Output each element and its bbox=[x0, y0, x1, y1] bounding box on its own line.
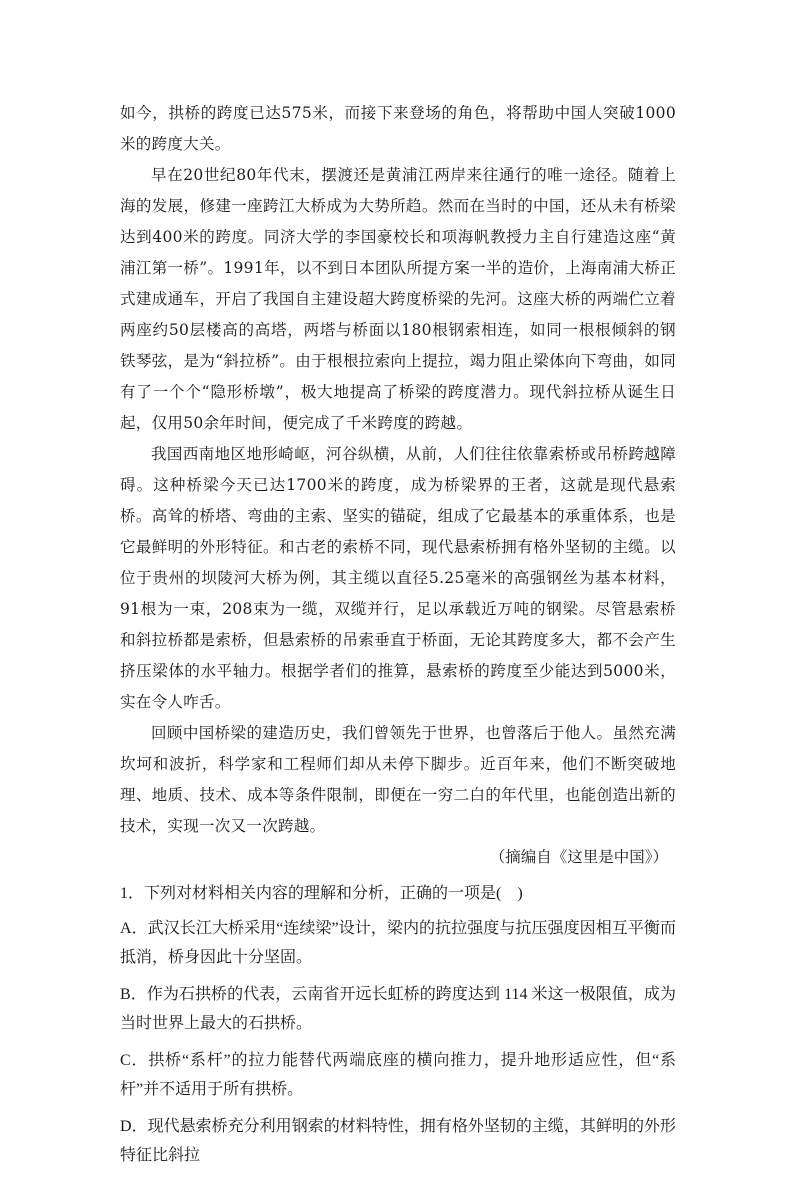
answer-option-c: C．拱桥“系杆”的拉力能替代两端底座的横向推力，提升地形适应性，但“系杆”并不适用于所有拱桥。 bbox=[120, 1052, 676, 1098]
reading-passage bbox=[120, 98, 676, 873]
question-stem: 1．下列对材料相关内容的理解和分析，正确的一项是( ) bbox=[120, 885, 523, 902]
passage-paragraph: 我国西南地区地形崎岖，河谷纵横，从前，人们往往依靠索桥或吊桥跨越障碍。这种桥梁今天已达1700米的跨度，成为桥梁界的王者，这就是现代悬索桥。高耸的桥塔、弯曲的主索、坚实的锚碇，组成了它最基本的承重体系，也是它最鲜明的外形特征。和古老的索桥不同，现代悬索桥拥有格外坚韧的主缆。以位于贵州的坝陵河大桥为例，其主缆以直径5.25毫米的高强钢丝为基本材料，91根为一束，208束为一缆，双缆并行，足以承载近万吨的钢梁。尽管悬索桥和斜拉桥都是索桥，但悬索桥的吊索垂直于桥面，无论其跨度多大，都不会产生挤压梁体的水平轴力。根据学者们的推算，悬索桥的跨度至少能达到5000米，实在令人咋舌。 bbox=[120, 445, 676, 711]
answer-option-a: A．武汉长江大桥采用“连续梁”设计，梁内的抗拉强度与抗压强度因相互平衡而抵消，桥身因此十分坚固。 bbox=[120, 920, 676, 966]
passage-paragraph: 回顾中国桥梁的建造历史，我们曾领先于世界，也曾落后于他人。虽然充满坎坷和波折，科学家和工程师们却从未停下脚步。近百年来，他们不断突破地理、地质、技术、成本等条件限制，即便在一穷二白的年代里，也能创造出新的技术，实现一次又一次跨越。 bbox=[120, 724, 676, 835]
answer-option-b: B．作为石拱桥的代表，云南省开远长虹桥的跨度达到 114 米这一极限值，成为当时世界上最大的石拱桥。 bbox=[120, 986, 676, 1032]
passage-paragraph: 如今，拱桥的跨度已达575米，而接下来登场的角色，将帮助中国人突破1000米的跨度大关。 bbox=[120, 104, 676, 153]
question-block bbox=[120, 879, 676, 1170]
source-citation: （摘编自《这里是中国》） bbox=[489, 848, 668, 866]
passage-paragraph: 早在20世纪80年代末，摆渡还是黄浦江两岸来往通行的唯一途径。随着上海的发展，修建一座跨江大桥成为大势所趋。然而在当时的中国，还从未有桥梁达到400米的跨度。同济大学的李国豪校长和项海帆教授力主自行建造这座“黄浦江第一桥”。1991年，以不到日本团队所提方案一半的造价，上海南浦大桥正式建成通车，开启了我国自主建设超大跨度桥梁的先河。这座大桥的两端伫立着两座约50层楼高的高塔，两塔与桥面以180根钢索相连，如同一根根倾斜的钢铁琴弦，是为“斜拉桥”。由于根根拉索向上提拉，竭力阻止梁体向下弯曲，如同有了一个个“隐形桥墩”，极大地提高了桥梁的跨度潜力。现代斜拉桥从诞生日起，仅用50余年时间，便完成了千米跨度的跨越。 bbox=[120, 166, 676, 432]
answer-option-d: D．现代悬索桥充分利用钢索的材料特性，拥有格外坚韧的主缆，其鲜明的外形特征比斜拉 bbox=[120, 1118, 676, 1164]
document-page bbox=[120, 98, 676, 1178]
